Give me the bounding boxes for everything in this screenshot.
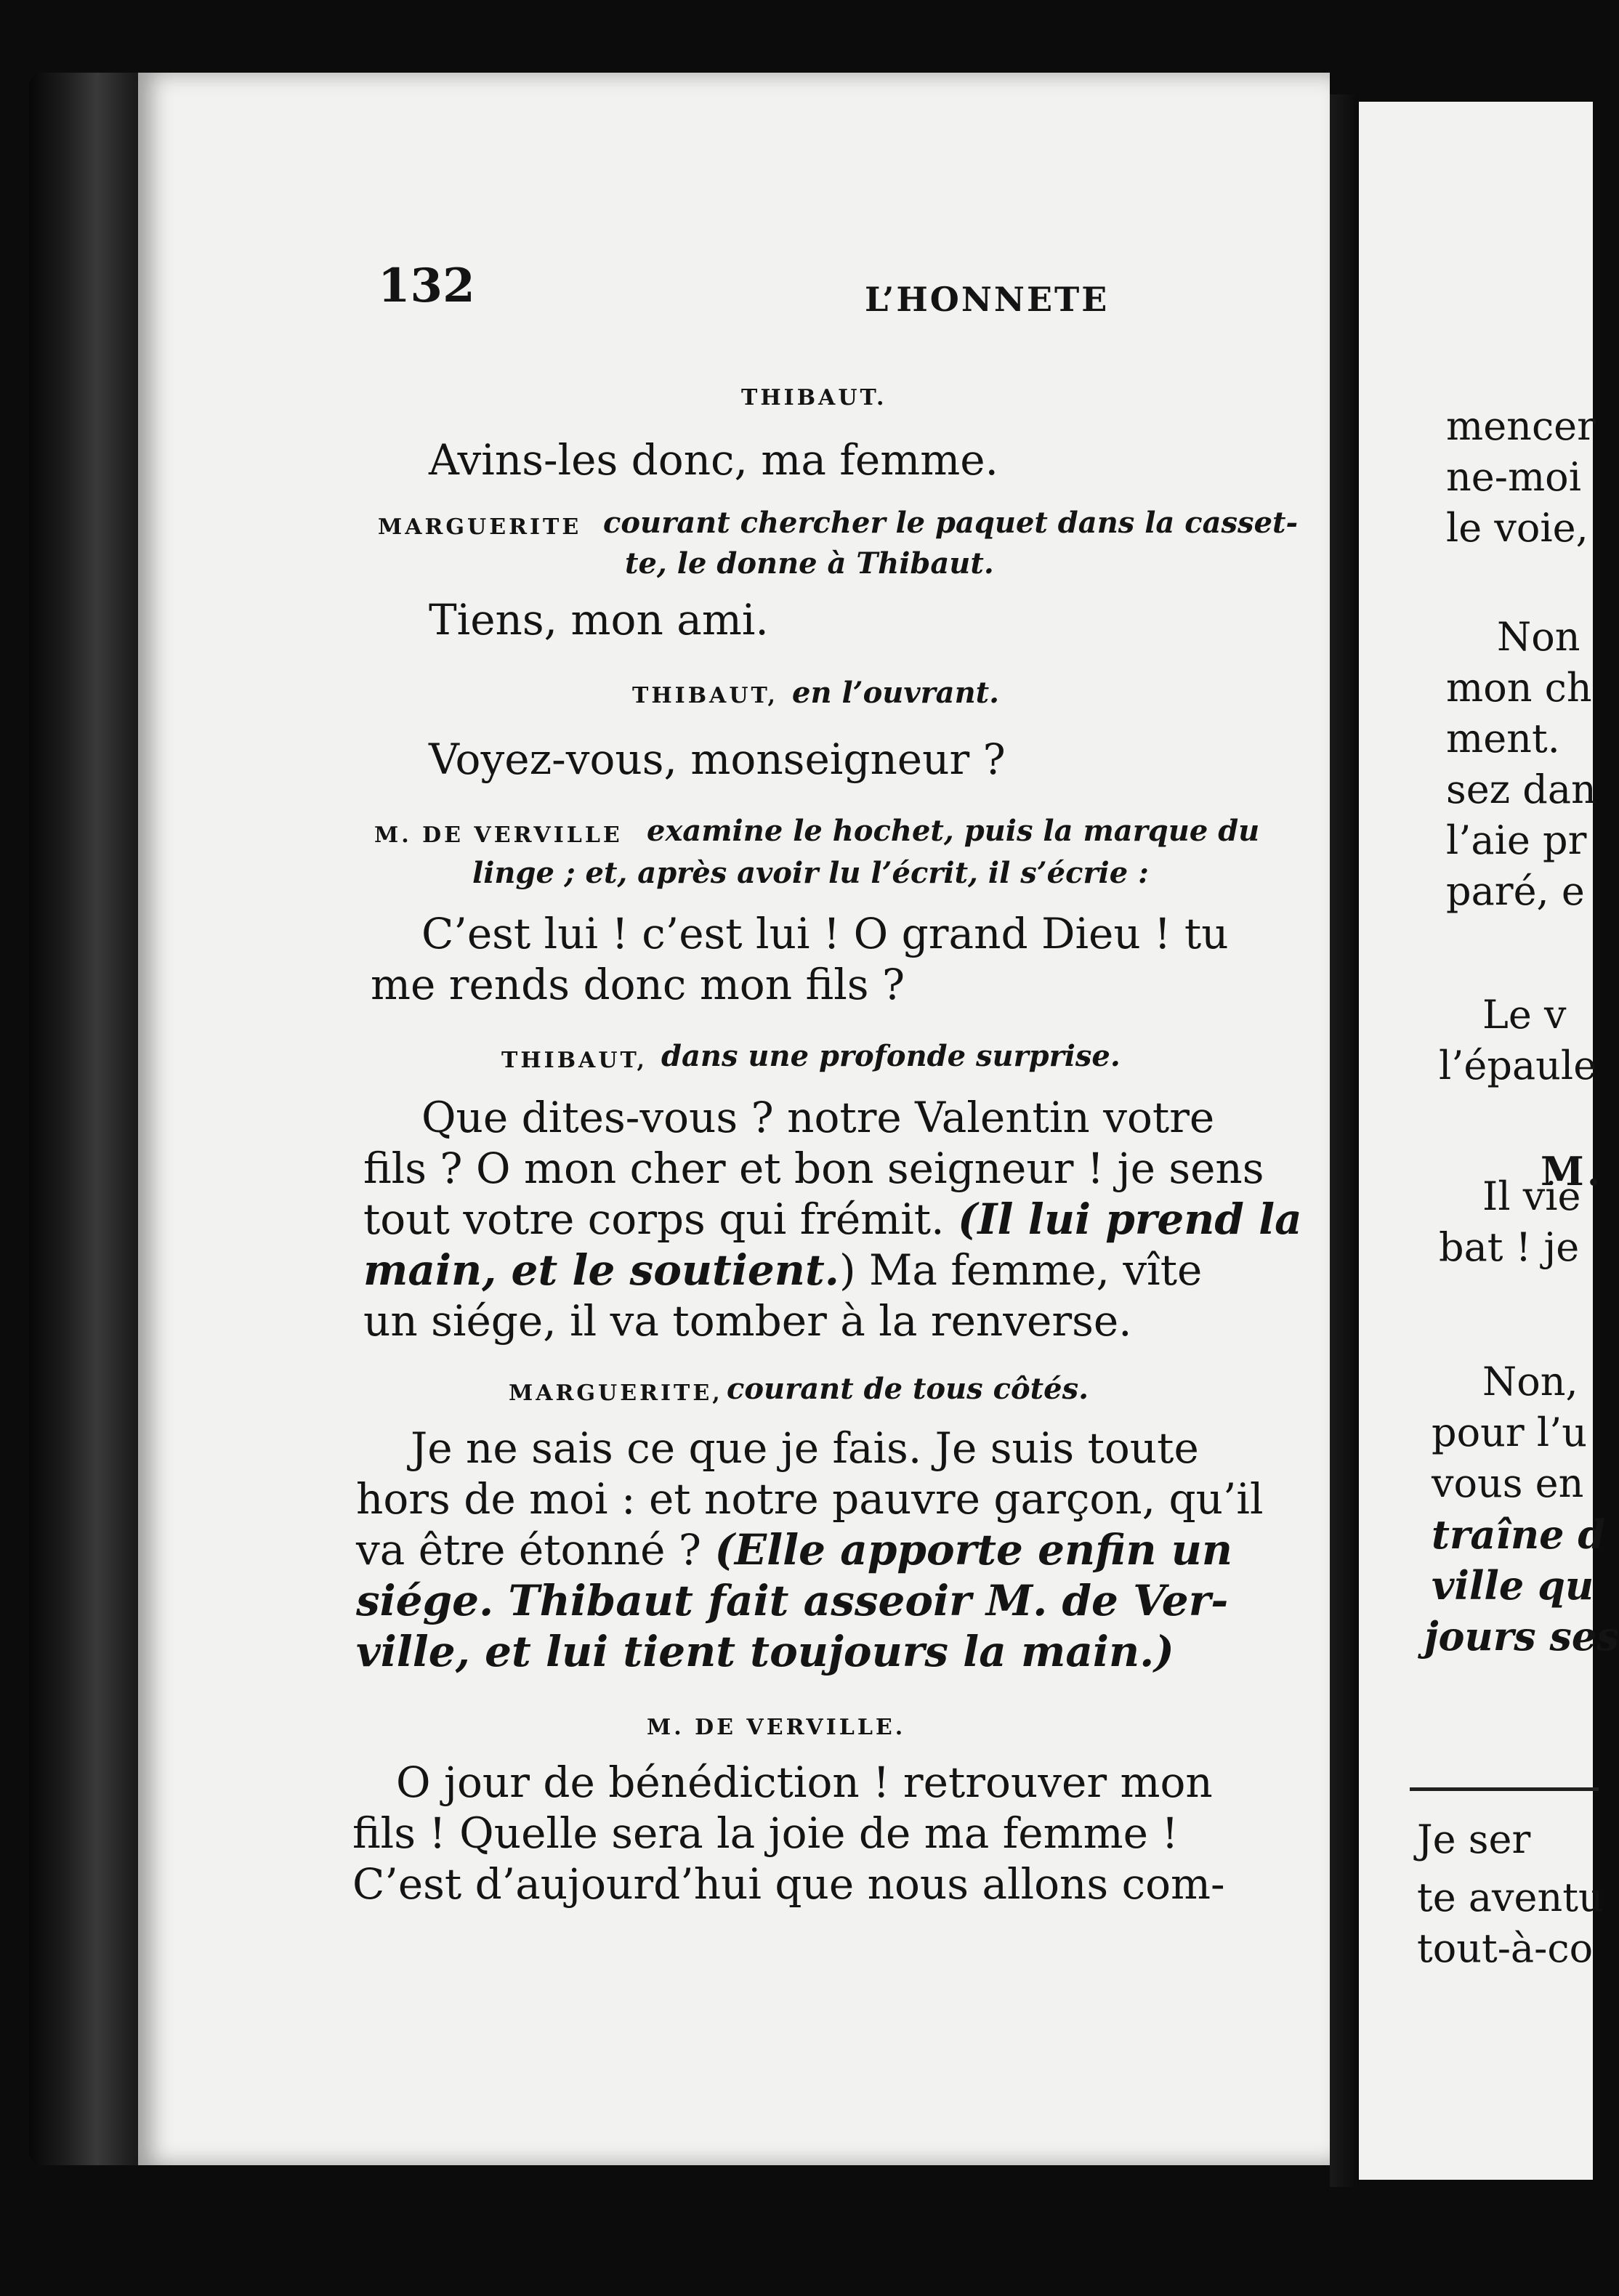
page-gutter (1330, 94, 1359, 2187)
fragment-line: sez dan (1446, 767, 1596, 812)
dialogue-line: C’est lui ! c’est lui ! O grand Dieu ! tu (421, 909, 1229, 958)
fragment-line: Je ser (1417, 1816, 1531, 1862)
fragment-line: Le v (1482, 992, 1567, 1038)
fragment-speaker: M. (1541, 1148, 1604, 1195)
fragment-line: tout-à-co (1417, 1925, 1594, 1971)
fragment-line: jours ses (1424, 1613, 1619, 1660)
dialogue-line: ville, et lui tient toujours la main.) (356, 1627, 1174, 1676)
left-page (138, 73, 1330, 2165)
speaker-verville: M. DE VERVILLE (374, 822, 623, 848)
speaker-thibaut: THIBAUT, (632, 683, 778, 708)
stage-direction: dans une profonde surprise. (661, 1039, 1121, 1073)
stage-direction: courant de tous côtés. (727, 1372, 1089, 1406)
fragment-line: Non (1497, 614, 1580, 660)
fragment-line: ment. (1446, 716, 1560, 761)
speaker-marguerite: MARGUERITE, (509, 1381, 723, 1406)
book-spine-shadow (29, 73, 153, 2165)
speaker-thibaut: THIBAUT. (741, 385, 887, 411)
dialogue-line: main, et le soutient.) Ma femme, vîte (363, 1245, 1203, 1295)
stage-direction: courant chercher le paquet dans la casset- (603, 506, 1299, 540)
speaker-thibaut: THIBAUT, (501, 1048, 647, 1073)
dialogue-line: hors de moi : et notre pauvre garçon, qu’il (356, 1474, 1264, 1524)
fragment-line: Non, (1482, 1359, 1578, 1404)
section-rule (1410, 1787, 1599, 1791)
dialogue-line: fils ! Quelle sera la joie de ma femme ! (352, 1808, 1179, 1858)
dialogue-line: me rends donc mon fils ? (371, 960, 905, 1009)
fragment-line: Il vie (1482, 1173, 1581, 1219)
fragment-line: vous en (1432, 1460, 1584, 1506)
speaker-verville: M. DE VERVILLE. (647, 1715, 906, 1740)
dialogue-line: va être étonné ? (Elle apporte enfin un (356, 1525, 1233, 1575)
right-page (1359, 102, 1619, 2180)
dialogue-line: Avins-les donc, ma femme. (429, 435, 998, 485)
stage-direction: linge ; et, après avoir lu l’écrit, il s’écrie : (472, 856, 1149, 890)
stage-direction: te, le donne à Thibaut. (625, 546, 994, 581)
dialogue-line: Tiens, mon ami. (429, 595, 769, 644)
fragment-line: ne-moi (1446, 454, 1581, 500)
dialogue-line: C’est d’aujourd’hui que nous allons com- (352, 1859, 1225, 1909)
dialogue-line: fils ? O mon cher et bon seigneur ! je sens (363, 1144, 1264, 1193)
stage-direction: examine le hochet, puis la marque du (647, 814, 1260, 848)
stage-direction: en l’ouvrant. (792, 676, 1000, 710)
fragment-line: bat ! je (1439, 1224, 1580, 1270)
fragment-line: traîne d (1432, 1511, 1606, 1558)
fragment-line: l’aie pr (1446, 817, 1587, 863)
speaker-marguerite: MARGUERITE (378, 514, 582, 540)
fragment-line: paré, e (1446, 868, 1585, 914)
fragment-line: l’épaule (1439, 1043, 1597, 1088)
dialogue-line: Que dites-vous ? notre Valentin votre (421, 1093, 1215, 1142)
fragment-line: mencer (1446, 403, 1596, 449)
fragment-line: mon ch (1446, 665, 1592, 711)
dialogue-line: Je ne sais ce que je fais. Je suis toute (411, 1423, 1199, 1473)
dialogue-line: O jour de bénédiction ! retrouver mon (396, 1758, 1213, 1807)
dialogue-line: tout votre corps qui frémit. (Il lui prend la (363, 1195, 1302, 1244)
dialogue-line: siége. Thibaut fait asseoir M. de Ver- (356, 1576, 1229, 1625)
fragment-line: pour l’u (1432, 1410, 1588, 1455)
page-number: 132 (378, 259, 475, 313)
fragment-line: ville qu (1432, 1562, 1594, 1609)
fragment-line: te aventu (1417, 1875, 1604, 1920)
dialogue-line: Voyez-vous, monseigneur ? (429, 735, 1006, 784)
dialogue-line: un siége, il va tomber à la renverse. (363, 1296, 1132, 1346)
fragment-line: le voie, (1446, 505, 1588, 551)
running-head: L’HONNETE (865, 280, 1110, 319)
